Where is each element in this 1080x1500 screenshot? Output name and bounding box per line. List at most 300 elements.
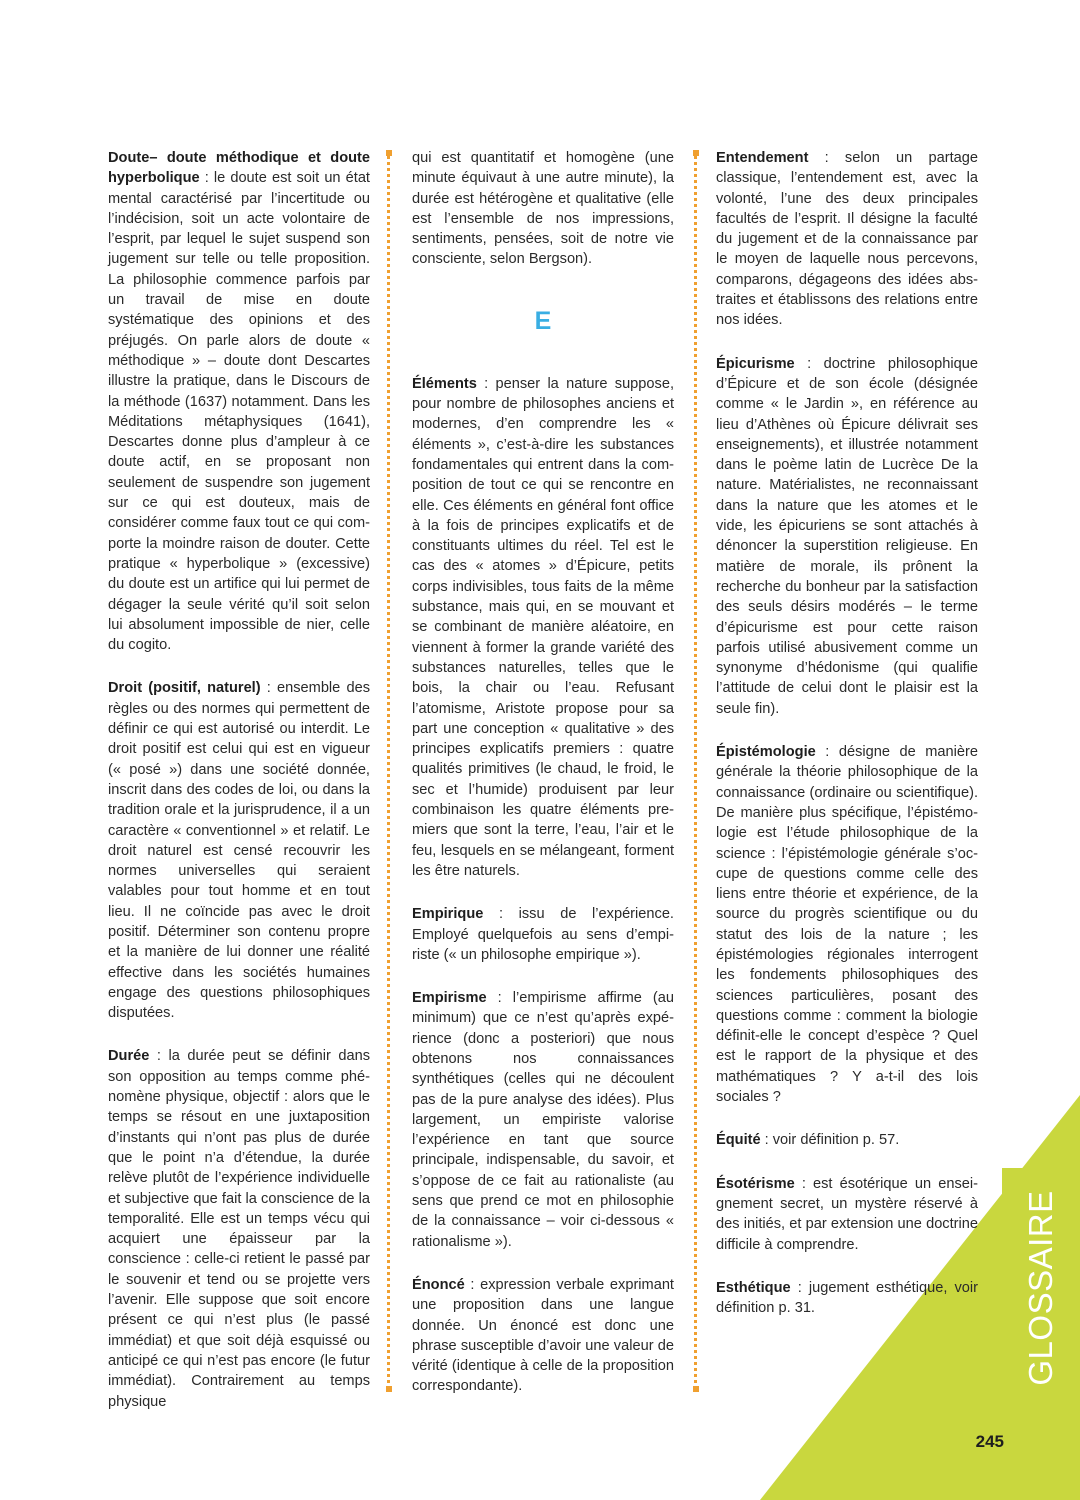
divider-dot [387, 1248, 390, 1251]
divider-dot [387, 858, 390, 861]
divider-dot [387, 1212, 390, 1215]
glossary-entry-epistemologie [716, 742, 978, 1107]
divider-dot [694, 1290, 697, 1293]
divider-dot [387, 594, 390, 597]
divider-dot [387, 798, 390, 801]
glossary-entry-epicurisme [716, 354, 978, 719]
divider-dot [387, 762, 390, 765]
divider-dot [387, 252, 390, 255]
divider-dot [694, 1068, 697, 1071]
divider-dot [694, 480, 697, 483]
divider-dot [387, 1284, 390, 1287]
divider-dot [694, 1218, 697, 1221]
divider-dot [694, 1212, 697, 1215]
divider-dot [694, 654, 697, 657]
divider-dot [387, 1176, 390, 1179]
divider-dot [387, 786, 390, 789]
divider-dot [694, 384, 697, 387]
divider-dot [387, 1278, 390, 1281]
divider-dot [387, 222, 390, 225]
divider-dot [387, 642, 390, 645]
divider-dot [694, 750, 697, 753]
divider-dot [694, 156, 697, 159]
entry-definition: : doctrine philosophique d’Épicure et de son école (désignée comme « le Jardin », en référence au lieu d’Athènes où Épicure délivrait ses enseignements), et illustrée notamment dans le poème latin de Lucrèce De la nature. Matérialistes, ne reconnaissant dans la nature que les atomes et le vide, les épicuriens se sont attachés à dénoncer la superstition religieuse. En matière de morale, ils prônent la recherche du bonheur par la satisfaction des seuls désirs modérés – le terme d’épicurisme est pour cette raison parfois utilisé abusivement comme un synonyme d’hédonisme (qui qualifie l’attitude de celui dont le plaisir est la seule fin). [716, 355, 978, 717]
divider-dot [694, 738, 697, 741]
divider-dot [694, 528, 697, 531]
divider-dot [694, 1200, 697, 1203]
divider-dot [694, 696, 697, 699]
divider-dot [694, 1368, 697, 1371]
divider-dot [694, 612, 697, 615]
divider-dot [694, 630, 697, 633]
divider-dot [694, 990, 697, 993]
divider-dot [694, 744, 697, 747]
divider-dot [387, 1368, 390, 1371]
divider-dot [387, 582, 390, 585]
divider-dot [387, 1134, 390, 1137]
divider-dot [387, 276, 390, 279]
divider-dot [387, 1182, 390, 1185]
divider-dot [694, 1026, 697, 1029]
divider-dot [694, 1146, 697, 1149]
divider-dot [387, 240, 390, 243]
divider-dot [694, 912, 697, 915]
divider-dot [387, 438, 390, 441]
entry-definition: : le doute est soit un état mental caractérisé par l’incertitude ou l’indécision, soit un acte volontaire de l’esprit, par lequel le sujet suspend son jugement sur telle ou telle proposition. La philosophie commence parfois par un travail de mise en doute systématique des opinions et des préjugés. On parle alors de doute « méthodique » – doute dont Descartes illustre la pratique, dans le Discours de la méthode (1637) notamment. Dans les Méditations métaphysiques (1641), Descartes donne plus d’ampleur à ce doute actif, en se proposant non seulement de suspendre son jugement sur ce qui est douteux, mais de considérer comme faux tout ce qui comporte la moindre raison de douter. Cette pratique « hyperbolique » (excessive) du doute est un artifice qui lui permet de dégager la seule vérité qu’il soit selon lui absolument impossible de nier, celle du cogito. [108, 170, 370, 654]
divider-dot [694, 222, 697, 225]
divider-dot [694, 702, 697, 705]
divider-dot [387, 282, 390, 285]
divider-dot [694, 726, 697, 729]
divider-dot [694, 1170, 697, 1173]
glossary-entry-esoterisme [716, 1174, 978, 1255]
divider-dot [694, 516, 697, 519]
divider-dot [387, 426, 390, 429]
divider-dot [387, 966, 390, 969]
divider-dot [387, 816, 390, 819]
column-divider-2 [694, 150, 697, 1390]
divider-dot [387, 474, 390, 477]
divider-dot [694, 1002, 697, 1005]
entry-definition: : selon un partage classique, l’entendement est, avec la volonté, l’une des deux principales facultés de l’esprit. Il désigne la faculté du jugement et de la connaissance par le moyen de laquelle nous percevons, comparons, dégageons des idées abstraites et établissons des relations entre nos idées. [716, 150, 978, 329]
divider-dot [387, 354, 390, 357]
divider-dot [694, 1158, 697, 1161]
divider-dot [694, 858, 697, 861]
divider-dot [694, 636, 697, 639]
divider-dot [694, 330, 697, 333]
divider-dot [694, 996, 697, 999]
divider-dot [694, 294, 697, 297]
letter-heading: E [534, 306, 552, 335]
divider-dot [694, 972, 697, 975]
glossary-tab-label: GLOSSAIRE [1022, 1190, 1059, 1386]
divider-dot [694, 558, 697, 561]
divider-dot [694, 708, 697, 711]
divider-dot [387, 270, 390, 273]
divider-dot [387, 1056, 390, 1059]
glossary-entry-elements [412, 374, 674, 881]
divider-dot [694, 270, 697, 273]
divider-dot [694, 618, 697, 621]
divider-dot [387, 1344, 390, 1347]
divider-dot [387, 468, 390, 471]
divider-dot [387, 1104, 390, 1107]
entry-definition: : désigne de manière générale la théorie philosophique de la connaissance (ordinaire ou scientifique). De manière plus spécifique, l’épistémologie est l’étude philosophique de la science : l’épistémologie générale s’occupe de questions comme celle des liens entre théorie et expérience, de la source du progrès scientifique ou du statut des lois de la nature ; les épistémologies régionales interrogent les fondements philosophiques des sciences particulières, posant des questions comme : comment la biologie définit-elle le concept d’espèce ? Quel est le rapport de la physique et des mathématiques ? Y a-t-il des lois sociales ? [716, 744, 978, 1106]
divider-dot [694, 954, 697, 957]
divider-dot [694, 414, 697, 417]
divider-dot [387, 714, 390, 717]
divider-dot [694, 204, 697, 207]
divider-dot [387, 264, 390, 267]
divider-dot [387, 870, 390, 873]
divider-dot [694, 1116, 697, 1119]
column-divider-1 [387, 150, 390, 1390]
divider-dot [694, 1248, 697, 1251]
divider-dot [387, 1254, 390, 1257]
divider-dot [694, 1302, 697, 1305]
divider-dot [387, 480, 390, 483]
divider-dot [387, 510, 390, 513]
divider-dot [387, 882, 390, 885]
glossary-entry-empirique [412, 904, 674, 965]
divider-dot [694, 1134, 697, 1137]
divider-dot [694, 450, 697, 453]
divider-dot [694, 240, 697, 243]
entry-term: Droit (positif, naturel) [108, 680, 261, 697]
divider-dot [694, 174, 697, 177]
entry-term: Entendement [716, 150, 809, 166]
divider-dot [387, 756, 390, 759]
divider-dot [694, 594, 697, 597]
divider-dot [387, 306, 390, 309]
divider-dot [694, 312, 697, 315]
divider-dot [387, 564, 390, 567]
divider-dot [387, 180, 390, 183]
divider-dot [694, 780, 697, 783]
divider-dot [694, 552, 697, 555]
divider-dot [387, 1218, 390, 1221]
divider-dot [387, 894, 390, 897]
divider-dot [387, 1164, 390, 1167]
divider-dot [694, 1122, 697, 1125]
divider-dot [387, 204, 390, 207]
divider-dot [387, 924, 390, 927]
divider-dot [387, 1110, 390, 1113]
entry-term: Énoncé [412, 1276, 465, 1293]
divider-dot [387, 522, 390, 525]
divider-dot [387, 846, 390, 849]
divider-dot [387, 912, 390, 915]
divider-dot [694, 504, 697, 507]
divider-dot [387, 672, 390, 675]
divider-dot [694, 342, 697, 345]
divider-dot [694, 822, 697, 825]
divider-dot [387, 1128, 390, 1131]
divider-dot [694, 264, 697, 267]
entry-definition: : penser la nature suppose, pour nombre de philosophes anciens et modernes, d’en comprendre les « éléments », c’est-à-dire les substances fondamentales qui entrent dans la composition de tout ce qui se rencontre en elle. Ces éléments en général font office à la fois de principes explicatifs et de constituants ultimes du réel. Tel est le cas des « atomes » d’Épicure, petits corps indivisibles, tous faits de la même substance, mais qui, en se mouvant et se combinant de manière aléatoire, en viennent à former la grande variété des substances naturelles, telles que le bois, la chair ou l’eau. Refusant l’atomisme, Aristote propose pour sa part une conception « qualitative » des principes explicatifs premiers : quatre qualités primitives (le chaud, le froid, le sec et l’humide) produisent par leur combinaison les quatre éléments premiers que sont la terre, l’eau, l’air et le feu, lesquels en se mélangeant, forment les être naturels. [412, 375, 674, 879]
divider-dot [694, 1110, 697, 1113]
divider-dot [387, 606, 390, 609]
divider-dot [694, 408, 697, 411]
divider-dot [694, 1362, 697, 1365]
divider-dot [387, 666, 390, 669]
divider-dot [387, 1044, 390, 1047]
divider-dot [387, 720, 390, 723]
divider-dot [387, 1314, 390, 1317]
divider-dot [387, 942, 390, 945]
divider-dot [694, 402, 697, 405]
divider-dot [387, 246, 390, 249]
column-1 [108, 148, 370, 1435]
divider-dot [694, 456, 697, 459]
divider-dot [694, 930, 697, 933]
divider-dot [387, 330, 390, 333]
divider-dot [694, 1086, 697, 1089]
divider-dot [387, 1356, 390, 1359]
divider-dot [387, 228, 390, 231]
divider-dot [387, 1086, 390, 1089]
divider-dot [387, 1188, 390, 1191]
divider-dot [387, 954, 390, 957]
divider-dot [387, 900, 390, 903]
divider-dot [387, 1338, 390, 1341]
divider-dot [694, 768, 697, 771]
divider-dot [694, 876, 697, 879]
divider-dot [694, 462, 697, 465]
divider-dot [387, 1080, 390, 1083]
glossary-entry-equite [716, 1130, 978, 1150]
divider-dot [387, 324, 390, 327]
divider-dot [387, 804, 390, 807]
divider-dot [694, 672, 697, 675]
entry-definition: : jugement esthétique, voir définition p. 31. [716, 1279, 978, 1317]
divider-dot [694, 498, 697, 501]
divider-dot [694, 1206, 697, 1209]
divider-dot [694, 1338, 697, 1341]
glossary-tab [1002, 1168, 1080, 1408]
divider-dot [387, 984, 390, 987]
divider-dot [387, 444, 390, 447]
divider-dot [387, 414, 390, 417]
divider-dot [694, 1254, 697, 1257]
divider-dot [694, 1224, 697, 1227]
divider-dot [694, 1008, 697, 1011]
divider-dot [387, 918, 390, 921]
divider-dot [694, 1062, 697, 1065]
entry-definition: : est ésotérique un enseignement secret, un mystère réservé à des initiés, et par extension une doctrine difficile à comprendre. [716, 1175, 978, 1253]
divider-dot [387, 360, 390, 363]
divider-dot [387, 1026, 390, 1029]
divider-dot [387, 1380, 390, 1383]
divider-dot [387, 678, 390, 681]
divider-dot [694, 864, 697, 867]
divider-dot [694, 186, 697, 189]
divider-dot [694, 360, 697, 363]
divider-dot [387, 768, 390, 771]
glossary-entry-droit [108, 678, 370, 1023]
divider-dot [694, 1074, 697, 1077]
divider-dot [694, 306, 697, 309]
divider-dot [694, 426, 697, 429]
divider-dot [694, 1242, 697, 1245]
divider-dot [387, 948, 390, 951]
divider-dot [694, 756, 697, 759]
divider-dot [387, 1266, 390, 1269]
divider-dot [387, 378, 390, 381]
divider-dot [694, 600, 697, 603]
divider-dot [387, 732, 390, 735]
divider-dot [694, 390, 697, 393]
divider-dot [387, 1062, 390, 1065]
divider-dot [694, 666, 697, 669]
divider-dot [694, 900, 697, 903]
divider-dot [694, 852, 697, 855]
divider-dot [694, 804, 697, 807]
divider-dot [694, 906, 697, 909]
divider-dot [694, 564, 697, 567]
divider-dot [694, 336, 697, 339]
page-number: 245 [975, 1432, 1004, 1451]
divider-dot [387, 978, 390, 981]
divider-dot [694, 1128, 697, 1131]
divider-dot [694, 936, 697, 939]
divider-dot [694, 1014, 697, 1017]
divider-dot [694, 1044, 697, 1047]
divider-dot [387, 1236, 390, 1239]
divider-dot [387, 936, 390, 939]
divider-dot [387, 192, 390, 195]
divider-dot [387, 708, 390, 711]
divider-dot [387, 552, 390, 555]
divider-dot [694, 1032, 697, 1035]
divider-dot [694, 1188, 697, 1191]
column-2 [412, 148, 674, 1420]
divider-dot [387, 492, 390, 495]
divider-dot [694, 606, 697, 609]
divider-dot [387, 234, 390, 237]
divider-dot [387, 156, 390, 159]
entry-definition: : l’empirisme affirme (au minimum) que ce n’est qu’après expérience (donc a posteriori) que nous obtenons nos connaissances synthétiques (celles qui ne découlent pas de la pure analyse des idées). Plus largement, un empiriste valorise l’expérience en tant que source principale, indispensable, du savoir, et s’oppose de ce fait au rationaliste (au sens que prend ce mot en philosophie de la connaissance – voir ci-dessous « rationalisme »). [412, 990, 674, 1250]
divider-dot [694, 714, 697, 717]
divider-dot [387, 540, 390, 543]
glossary-entry-entendement [716, 148, 978, 331]
entry-definition: : issu de l’expérience. Employé quelquefois au sens d’empiriste (« un philosophe empirique »). [412, 906, 674, 963]
divider-dot [694, 576, 697, 579]
divider-dot [387, 486, 390, 489]
divider-dot [387, 462, 390, 465]
divider-dot [387, 558, 390, 561]
divider-dot [387, 1194, 390, 1197]
divider-dot [387, 864, 390, 867]
divider-dot [387, 960, 390, 963]
divider-dot [387, 1230, 390, 1233]
divider-dot [694, 444, 697, 447]
divider-dot [387, 852, 390, 855]
divider-dot [694, 282, 697, 285]
divider-dot [387, 1038, 390, 1041]
divider-dot [694, 276, 697, 279]
divider-dot [387, 168, 390, 171]
divider-dot [694, 432, 697, 435]
divider-dot [387, 612, 390, 615]
divider-dot [387, 750, 390, 753]
divider-dot [694, 1056, 697, 1059]
divider-dot [694, 1284, 697, 1287]
divider-dot [694, 318, 697, 321]
divider-dot [387, 1002, 390, 1005]
divider-dot [387, 1140, 390, 1143]
divider-dot [694, 1050, 697, 1053]
entry-definition: : la durée peut se définir dans son opposition au temps comme phénomène physique, objectif : alors que le temps se résout en une juxtaposition d’instants qui n’ont pas plus de durée que le point n’a d’étendue, la durée relève plutôt de l’expérience individuelle et subjective que fait la conscience de la temporalité. Elle est un temps vécu qui acquiert une épaisseur par la conscience : celle-ci retient le passé par le souvenir et tend ou se projette vers l’avenir. Elle suppose que soit encore présent ce qui n’est plus (le passé immédiat) et que soit déjà esquissé ou anticipé ce qui n’est pas encore (le futur immédiat). Contrairement au temps physique [108, 1048, 370, 1410]
divider-dot [387, 1272, 390, 1275]
divider-dot [387, 1008, 390, 1011]
divider-dot [387, 840, 390, 843]
divider-dot [387, 1326, 390, 1329]
divider-dot [387, 186, 390, 189]
divider-dot [694, 1350, 697, 1353]
divider-dot [694, 684, 697, 687]
divider-dot [387, 348, 390, 351]
divider-dot [694, 420, 697, 423]
divider-dot [387, 312, 390, 315]
divider-dot [387, 690, 390, 693]
entry-definition: : expression verbale exprimant une proposition dans une langue donnée. Un énoncé est donc une phrase susceptible d’avoir une valeur de vérité (identique à celle de la proposition correspondante). [412, 1276, 674, 1395]
divider-dot [694, 918, 697, 921]
divider-dot [694, 492, 697, 495]
divider-dot [387, 420, 390, 423]
divider-dot [694, 798, 697, 801]
divider-dot [694, 984, 697, 987]
divider-dot [387, 570, 390, 573]
divider-dot [694, 438, 697, 441]
divider-dot [694, 570, 697, 573]
divider-dot [387, 366, 390, 369]
divider-dot [694, 834, 697, 837]
divider-dot [387, 648, 390, 651]
divider-dot [387, 456, 390, 459]
divider-dot [387, 636, 390, 639]
divider-dot [387, 1050, 390, 1053]
divider-dot [387, 516, 390, 519]
divider-dot [387, 408, 390, 411]
divider-dot [694, 960, 697, 963]
divider-dot [387, 654, 390, 657]
divider-dot [387, 198, 390, 201]
divider-dot [694, 966, 697, 969]
divider-dot [387, 1224, 390, 1227]
divider-dot [694, 732, 697, 735]
divider-dot [694, 660, 697, 663]
divider-dot [387, 372, 390, 375]
divider-dot [387, 1374, 390, 1377]
divider-dot [694, 720, 697, 723]
divider-dot [387, 546, 390, 549]
glossary-entry-duree-continued: qui est quantitatif et homogène (une minute équivaut à une autre minute), la durée est hétérogène et qualitative (elle est l’ensemble de nos impressions, sentiments, pensées, soit de notre vie consciente, selon Bergson). [412, 150, 674, 268]
divider-dot [387, 726, 390, 729]
entry-term: Empirisme [412, 990, 487, 1007]
divider-dot [694, 774, 697, 777]
divider-dot [387, 384, 390, 387]
divider-dot [387, 210, 390, 213]
divider-dot [694, 1020, 697, 1023]
divider-dot [694, 840, 697, 843]
divider-dot [694, 1296, 697, 1299]
divider-dot [694, 534, 697, 537]
divider-dot [694, 1272, 697, 1275]
entry-term: Esthétique [716, 1279, 791, 1296]
divider-dot [387, 576, 390, 579]
divider-dot [387, 660, 390, 663]
